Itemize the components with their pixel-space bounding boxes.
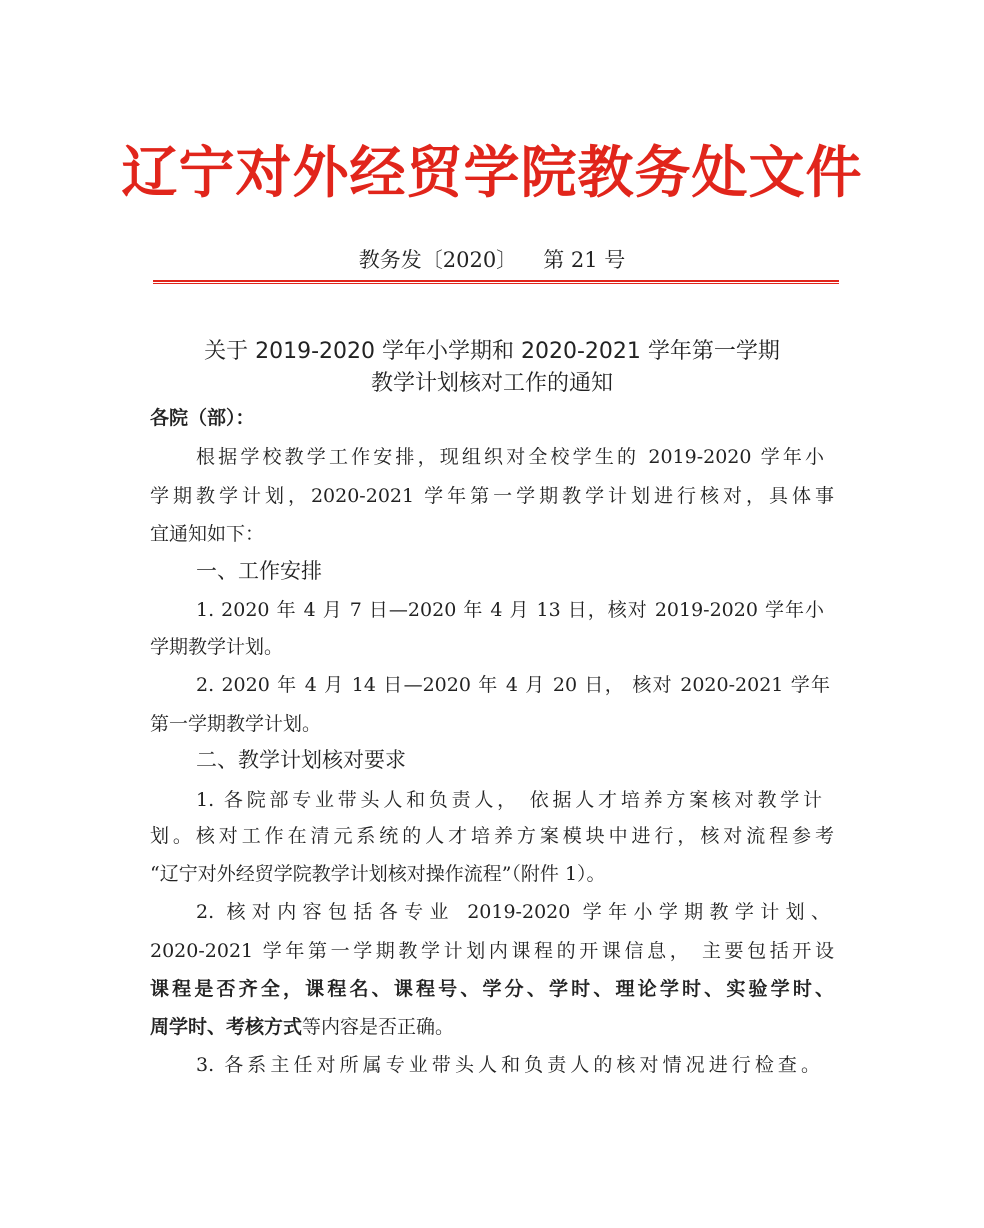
- notice-title-line-1: 关于 2019-2020 学年小学期和 2020-2021 学年第一学期: [204, 339, 780, 364]
- section-1-item-2-line-2: 第一学期教学计划。: [150, 713, 322, 735]
- section-2-item-1-line-3: “辽宁对外经贸学院教学计划核对操作流程”（附件 1）。: [150, 863, 606, 885]
- section-1-heading: 一、工作安排: [196, 559, 322, 583]
- intro-line-3: 宜通知如下：: [150, 523, 265, 545]
- section-1-item-1-line-1: 1. 2020 年 4 月 7 日—2020 年 4 月 13 日，核对 2019-2020 学年小: [196, 599, 824, 621]
- intro-line-1: 根据学校教学工作安排，现组织对全校学生的 2019-2020 学年小: [196, 446, 824, 468]
- salutation: 各院（部）：: [150, 407, 255, 429]
- document-prefix: 教务发〔2020〕: [358, 248, 518, 272]
- section-2-item-2-line-4: [150, 1013, 454, 1041]
- section-2-item-2-line-2: 2020-2021 学年第一学期教学计划内课程的开课信息， 主要包括开设: [150, 940, 834, 962]
- section-2-item-3: 3. 各系主任对所属专业带头人和负责人的核对情况进行检查。: [196, 1054, 820, 1076]
- intro-line-2: 学期教学计划，2020-2021 学年第一学期教学计划进行核对，具体事: [150, 485, 834, 507]
- document-number: [0, 246, 984, 274]
- section-1-item-2-line-1: 2. 2020 年 4 月 14 日—2020 年 4 月 20 日， 核对 2020-2021 学年: [196, 674, 830, 696]
- notice-title-line-2: 教学计划核对工作的通知: [370, 371, 613, 396]
- document-serial: 第 21 号: [543, 248, 626, 272]
- section-2-item-1-line-2: 划。核对工作在清元系统的人才培养方案模块中进行，核对流程参考: [150, 825, 834, 847]
- section-1-item-1-line-2: 学期教学计划。: [150, 636, 284, 658]
- masthead-title: 辽宁对外经贸学院教务处文件: [121, 140, 863, 206]
- section-2-item-2-line-3-bold: 课程是否齐全，课程名、课程号、学分、学时、理论学时、实验学时、: [150, 978, 834, 1000]
- section-2-item-2-line-4-rest: 等内容是否正确。: [302, 1016, 455, 1038]
- section-2-item-2-line-1: 2. 核对内容包括各专业 2019-2020 学年小学期教学计划、: [196, 901, 830, 923]
- red-divider-rule: [153, 280, 839, 284]
- section-2-heading: 二、教学计划核对要求: [196, 748, 406, 772]
- section-2-item-1-line-1: 1. 各院部专业带头人和负责人， 依据人才培养方案核对教学计: [196, 789, 822, 811]
- assessment-method-bold: 周学时、考核方式: [150, 1016, 303, 1038]
